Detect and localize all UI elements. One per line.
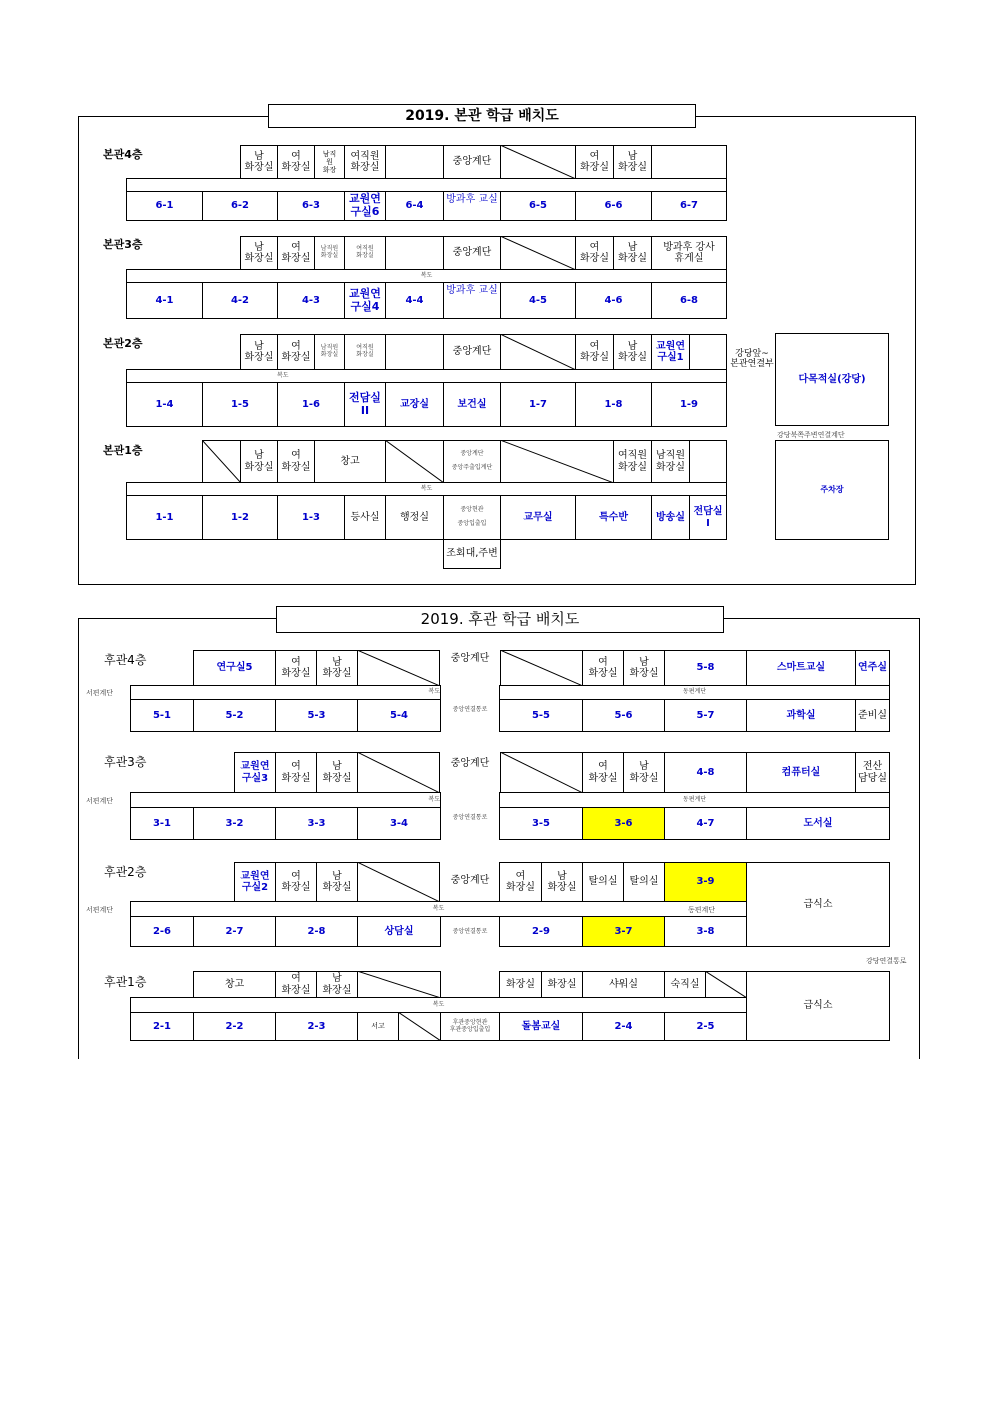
classroom: 방과후 교실 [443,282,501,319]
room: 여 화장실 [275,752,317,793]
room: 행정실 [385,495,444,540]
central-stairs: 중앙계단 중앙주출입계단 [443,440,501,483]
room: 등사실 [344,495,386,540]
room: 특수반 [575,495,652,540]
room: 교원연 구실2 [234,862,276,902]
classroom: 6-7 [651,191,727,221]
classroom: 4-8 [664,752,747,793]
room: 여 화장실 [575,145,614,179]
classroom: 5-5 [499,699,583,732]
room: 여 화장실 [575,236,614,270]
classroom: 4-5 [500,282,576,319]
room: 방과후 강사 휴게실 [651,236,727,270]
room: 연구실5 [193,650,276,686]
corridor: 복도 [130,997,747,1013]
classroom: 6-8 [651,282,727,319]
classroom: 5-8 [664,650,747,686]
classroom: 2-9 [499,916,583,947]
hall-note: 강당북쪽주변연결계단 [777,431,845,439]
classroom: 2-7 [193,916,276,947]
main-entrance: 중앙현관 중앙입출입 [443,495,501,540]
main-floor2-label: 본관2층 [103,337,143,350]
room: 남 화장실 [240,440,278,483]
classroom: 5-7 [664,699,747,732]
blank-cell [705,971,747,998]
classroom: 1-6 [277,382,345,427]
classroom: 5-3 [275,699,358,732]
room [651,145,727,179]
classroom-highlighted: 3-7 [582,916,665,947]
room: 도서실 [746,807,890,840]
classroom: 2-1 [130,1012,194,1041]
room: 남 화장실 [316,650,358,686]
classroom: 보건실 [443,382,501,427]
west-stairs: 서편계단 [86,689,114,697]
classroom: 4-7 [664,807,747,840]
classroom: 4-1 [126,282,203,319]
central-stairs: 중앙계단 [443,236,501,270]
room [385,145,444,179]
room: 여직원 화장실 [344,145,386,179]
blank-cell [202,440,241,483]
parking: 주차장 [775,440,889,540]
room: 여 화장실 [582,650,624,686]
room [385,334,444,370]
classroom: 전담실 II [344,382,386,427]
classroom: 교원연 구실4 [344,282,386,319]
blank-cell [357,650,440,686]
classroom: 6-6 [575,191,652,221]
classroom: 6-4 [385,191,444,221]
room: 남 화장실 [613,145,652,179]
corridor: 동편계단 [499,685,890,700]
blank-cell [385,440,444,483]
classroom: 3-2 [193,807,276,840]
classroom: 2-6 [130,916,194,947]
room: 탈의실 [623,862,665,902]
classroom: 교장실 [385,382,444,427]
room: 상담실 [357,916,441,947]
classroom: 1-4 [126,382,203,427]
room: 남 화장실 [316,862,358,902]
blank-cell [357,971,441,998]
classroom: 2-5 [664,1012,747,1041]
room: 연주실 [855,650,890,686]
room: 돌봄교실 [499,1012,583,1041]
room: 남 화장실 [541,862,583,902]
corridor [126,178,727,192]
classroom: 1-2 [202,495,278,540]
central-stairs: 중앙계단 [450,758,490,770]
blank-cell [357,752,440,793]
classroom: 3-1 [130,807,194,840]
annex-floor2-label: 후관2층 [104,865,147,879]
room: 남 화장실 [316,752,358,793]
room: 남 화장실 [240,145,278,179]
central-stairs: 중앙계단 [443,145,501,179]
room: 창고 [314,440,386,483]
room: 교무실 [500,495,576,540]
blank-cell [500,752,583,793]
classroom: 4-6 [575,282,652,319]
blank-cell [500,440,614,483]
room: 여 화장실 [499,862,542,902]
annex-floor3-label: 후관3층 [104,755,147,769]
blank-cell [500,334,576,370]
room: 샤워실 [582,971,665,998]
corridor: 동편계단 [499,792,890,808]
central-stairs: 중앙계단 [450,653,490,665]
room: 여 화장실 [575,334,614,370]
central-link: 중앙연결통로 [452,705,488,713]
classroom: 6-2 [202,191,278,221]
blank-cell [500,236,576,270]
annex-floor1-label: 후관1층 [104,975,147,989]
cafeteria: 급식소 [746,862,890,947]
room: 숙직실 [664,971,706,998]
central-link: 중앙연결통로 [452,813,488,821]
room: 여 화장실 [277,236,315,270]
corridor: 복도 [126,369,727,383]
classroom: 4-4 [385,282,444,319]
classroom: 5-2 [193,699,276,732]
assembly-stage: 조회대,주변 [443,539,501,569]
classroom: 4-3 [277,282,345,319]
corridor: 복도 [130,901,747,917]
blank-cell [357,862,440,902]
classroom: 3-3 [275,807,358,840]
room [385,236,444,270]
classroom-highlighted: 3-9 [664,862,747,902]
room: 남 화장실 [623,752,665,793]
main-floor3-label: 본관3층 [103,238,143,251]
room: 여 화장실 [277,334,315,370]
blank-cell [398,1012,441,1041]
annex-floor4-label: 후관4층 [104,653,147,667]
room: 여 화장실 [275,650,317,686]
room: 남 화장실 [613,334,652,370]
room: 여 화장실 [582,752,624,793]
room: 화장실 [499,971,542,998]
classroom: 4-2 [202,282,278,319]
classroom: 교원연 구실6 [344,191,386,221]
room: 남직원 화장실 [314,236,345,270]
main-floor1-label: 본관1층 [103,444,143,457]
link-label: 강당앞~ 본관연결부 [730,348,774,369]
corridor: 복도 [126,482,727,496]
room: 남직원 화장실 [314,334,345,370]
room: 남직 원 화장 [314,145,345,179]
room: 탈의실 [582,862,624,902]
corridor: 복도 [130,792,441,808]
room: 방송실 [651,495,690,540]
room: 여직원 화장실 [344,334,386,370]
corridor: 복도 [126,269,727,283]
room: 여 화장실 [275,862,317,902]
classroom: 5-1 [130,699,194,732]
annex-building-title: 2019. 후관 학급 배치도 [276,606,724,633]
west-stairs: 서편계단 [86,906,114,914]
classroom: 2-8 [275,916,358,947]
classroom-highlighted: 3-6 [582,807,665,840]
corridor: 복도 [130,685,441,700]
classroom: 5-4 [357,699,441,732]
classroom: 6-1 [126,191,203,221]
annex-entrance: 후관중앙현관 후관중앙입출입 [440,1012,500,1041]
classroom: 1-9 [651,382,727,427]
central-link: 중앙연결통로 [452,927,488,935]
room: 남 화장실 [613,236,652,270]
room: 전산 담당실 [855,752,890,793]
room: 서고 [357,1012,399,1041]
blank-cell [689,440,727,483]
room: 화장실 [541,971,583,998]
classroom: 2-4 [582,1012,665,1041]
room: 여 화장실 [277,440,315,483]
classroom: 1-1 [126,495,203,540]
room: 남 화장실 [240,334,278,370]
classroom: 6-5 [500,191,576,221]
room: 남 화장실 [316,971,358,998]
cafeteria: 급식소 [746,971,890,1041]
classroom: 3-4 [357,807,441,840]
classroom: 방과후 교실 [443,191,501,221]
room: 여직원 화장실 [613,440,652,483]
room: 여 화장실 [275,971,317,998]
classroom: 3-8 [664,916,747,947]
room: 컴퓨터실 [746,752,856,793]
room: 여 화장실 [277,145,315,179]
room: 교원연 구실1 [651,334,690,370]
classroom: 1-8 [575,382,652,427]
room: 교원연 구실3 [234,752,276,793]
main-building-title: 2019. 본관 학급 배치도 [268,104,696,128]
classroom: 3-5 [499,807,583,840]
classroom: 1-7 [500,382,576,427]
room: 준비실 [855,699,890,732]
room: 남 화장실 [240,236,278,270]
central-stairs: 중앙계단 [450,875,490,887]
blank-cell [689,334,727,370]
classroom: 2-2 [193,1012,276,1041]
central-stairs: 중앙계단 [443,334,501,370]
room: 남 화장실 [623,650,665,686]
blank-cell [500,650,583,686]
room: 전담실 I [689,495,727,540]
hall-link: 강당연결통로 [866,957,907,965]
room: 스마트교실 [746,650,856,686]
room: 여직원 화장실 [344,236,386,270]
classroom: 1-5 [202,382,278,427]
west-stairs: 서편계단 [86,797,114,805]
main-floor4-label: 본관4층 [103,148,143,161]
blank-cell [500,145,576,179]
multipurpose-hall: 다목적실(강당) [775,333,889,426]
classroom: 1-3 [277,495,345,540]
room: 창고 [193,971,276,998]
classroom: 5-6 [582,699,665,732]
east-stairs: 동편계단 [688,906,716,914]
classroom: 2-3 [275,1012,358,1041]
room: 과학실 [746,699,856,732]
classroom: 6-3 [277,191,345,221]
room: 남직원 화장실 [651,440,690,483]
